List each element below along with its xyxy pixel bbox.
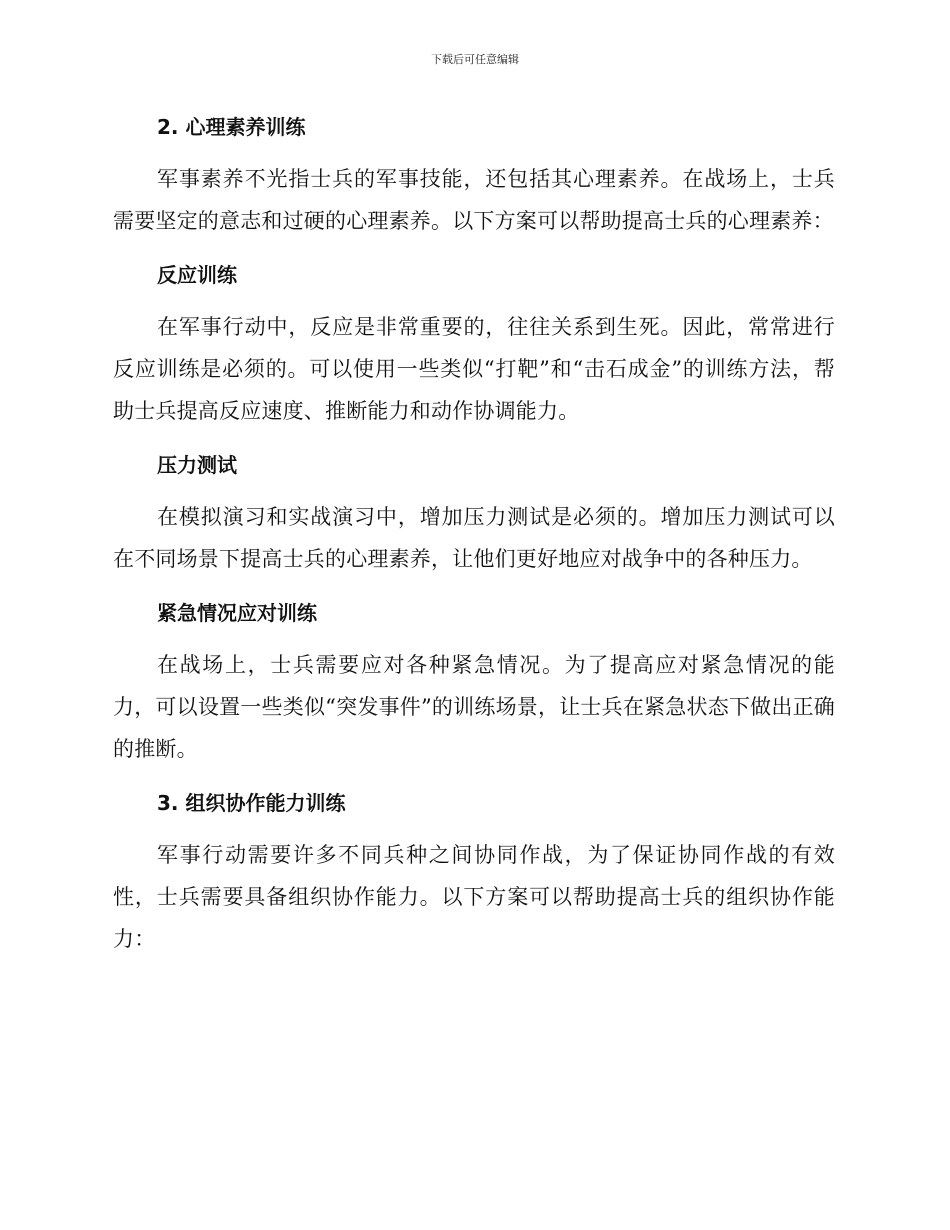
section-paragraph-emergency-training: 在战场上，士兵需要应对各种紧急情况。为了提高应对紧急情况的能力，可以设置一些类似“突发事件”的训练场景，让士兵在紧急状态下做出正确的推断。 — [113, 653, 835, 761]
section-paragraph-stress-test: 在模拟演习和实战演习中，增加压力测试是必须的。增加压力测试可以在不同场景下提高士兵的心理素养，让他们更好地应对战争中的各种压力。 — [113, 505, 835, 571]
section-heading-coordination-training: 3. 组织协作能力训练 — [157, 791, 346, 815]
section-paragraph-psychological-training: 军事素养不光指士兵的军事技能，还包括其心理素养。在战场上，士兵需要坚定的意志和过硬的心理素养。以下方案可以帮助提高士兵的心理素养： — [113, 167, 835, 233]
section-heading-stress-test: 压力测试 — [157, 453, 237, 477]
section-heading-emergency-training: 紧急情况应对训练 — [157, 601, 317, 625]
section-paragraph-reaction-training: 在军事行动中，反应是非常重要的，往往关系到生死。因此，常常进行反应训练是必须的。可以使用一些类似“打靶”和“击石成金”的训练方法，帮助士兵提高反应速度、推断能力和动作协调能力。 — [113, 315, 835, 423]
section-heading-reaction-training: 反应训练 — [157, 263, 237, 287]
section-heading-psychological-training: 2. 心理素养训练 — [157, 115, 306, 139]
section-paragraph-coordination-training: 军事行动需要许多不同兵种之间协同作战，为了保证协同作战的有效性，士兵需要具备组织协作能力。以下方案可以帮助提高士兵的组织协作能力： — [113, 843, 835, 951]
document-body — [113, 106, 835, 972]
page-header: 下载后可任意编辑 — [431, 53, 519, 66]
